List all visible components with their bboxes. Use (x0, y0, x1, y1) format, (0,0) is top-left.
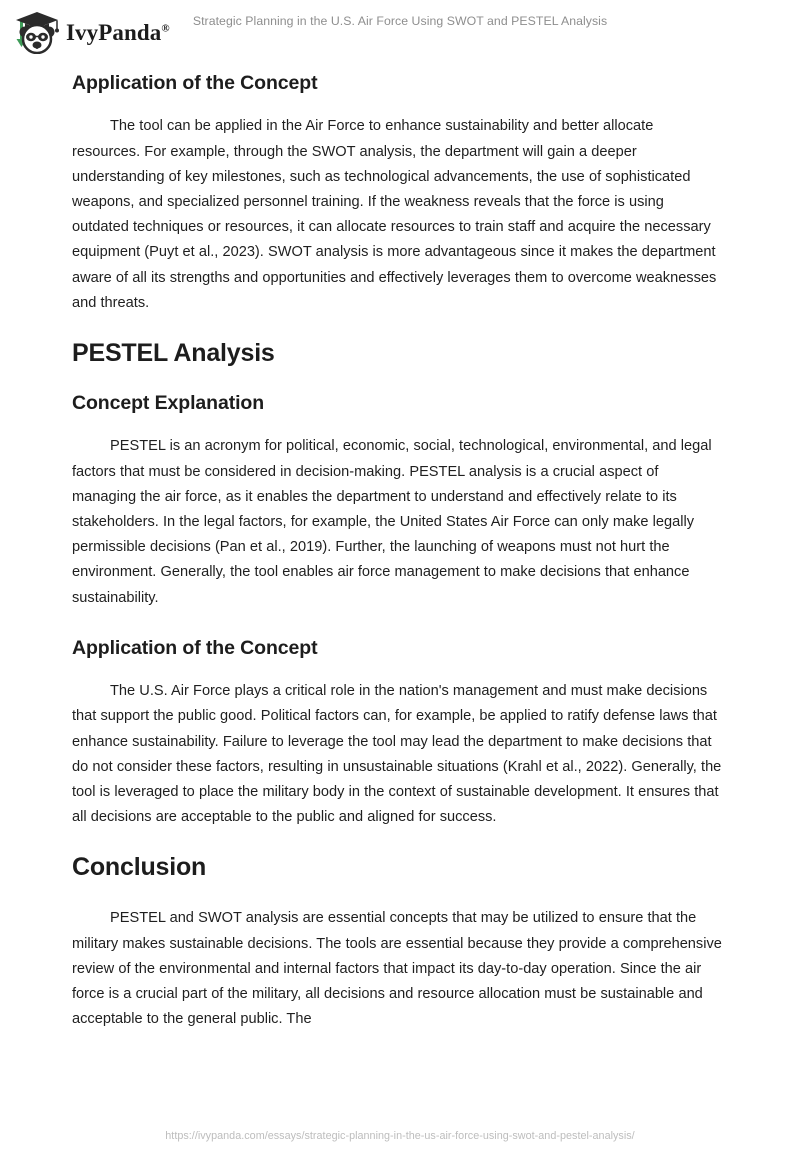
heading-swot-application: Application of the Concept (72, 72, 318, 94)
footer-source-url[interactable]: https://ivypanda.com/essays/strategic-planning-in-the-us-air-force-using-swot-and-pestel-analysis/ (165, 1130, 635, 1142)
spacer (72, 95, 724, 114)
spacer (72, 611, 724, 637)
heading-pestel-concept-explanation: Concept Explanation (72, 392, 265, 415)
document-body (72, 72, 724, 1032)
spacer (72, 316, 724, 338)
page-header (0, 0, 800, 62)
registered-trademark-mark: ® (161, 21, 170, 34)
spacer (72, 882, 724, 906)
heading-pestel-application: Application of the Concept (72, 636, 318, 659)
brand-name-text: IvyPanda (66, 19, 162, 45)
paragraph-pestel-application: The U.S. Air Force plays a critical role in the nation's management and must make decisions that support the public good. Political factors can, for example, be applied to ratify defense laws that enhance sustainability. Failure to leverage the tool may lead the department to make decisions that do not consider these factors, resulting in unsustainable situations (Krahl et al., 2022). Generally, the tool is leveraged to place the military body in the context of sustainable development. It ensures that all decisions are acceptable to the public and aligned for success. (72, 683, 722, 826)
document-header-title: Strategic Planning in the U.S. Air Force Using SWOT and PESTEL Analysis (192, 14, 608, 28)
paragraph-pestel-concept-explanation: PESTEL is an acronym for political, economic, social, technological, environmental, and legal factors that must be considered in decision-making. PESTEL analysis is a crucial aspect of managing the air force, as it enables the department to understand and effectively relate to its stakeholders. In the legal factors, for example, the United States Air Force can only make legally permissible decisions (Pan et al., 2019). Further, the launching of weapons must not hurt the environment. Generally, the tool enables air force management to make decisions that enhance sustainability. (72, 438, 712, 606)
heading-conclusion: Conclusion (72, 853, 207, 882)
spacer (72, 830, 724, 852)
spacer (72, 415, 724, 434)
spacer (72, 660, 724, 679)
paragraph-conclusion: PESTEL and SWOT analysis are essential concepts that may be utilized to ensure that the military makes sustainable decisions. The tools are essential because they provide a comprehensive review of the environmental and internal factors that impact its day-to-day operation. Since the air force is a crucial part of the military, all decisions and resource allocation must be sustainable and acceptable to the general public. The (72, 910, 722, 1028)
heading-pestel-analysis: PESTEL Analysis (72, 339, 275, 368)
paragraph-swot-application: The tool can be applied in the Air Force to enhance sustainability and better allocate resources. For example, through the SWOT analysis, the department will gain a deeper understanding of key milestones, such as technological advancements, the use of sophisticated weapons, and specialized personnel training. If the weakness reveals that the force is using outdated techniques or resources, it can allocate resources to train staff and acquire the necessary equipment (Puyt et al., 2023). SWOT analysis is more advantageous since it makes the department aware of all its strengths and opportunities and effectively leverages them to overcome weaknesses and threats. (72, 118, 717, 311)
spacer (72, 368, 724, 392)
